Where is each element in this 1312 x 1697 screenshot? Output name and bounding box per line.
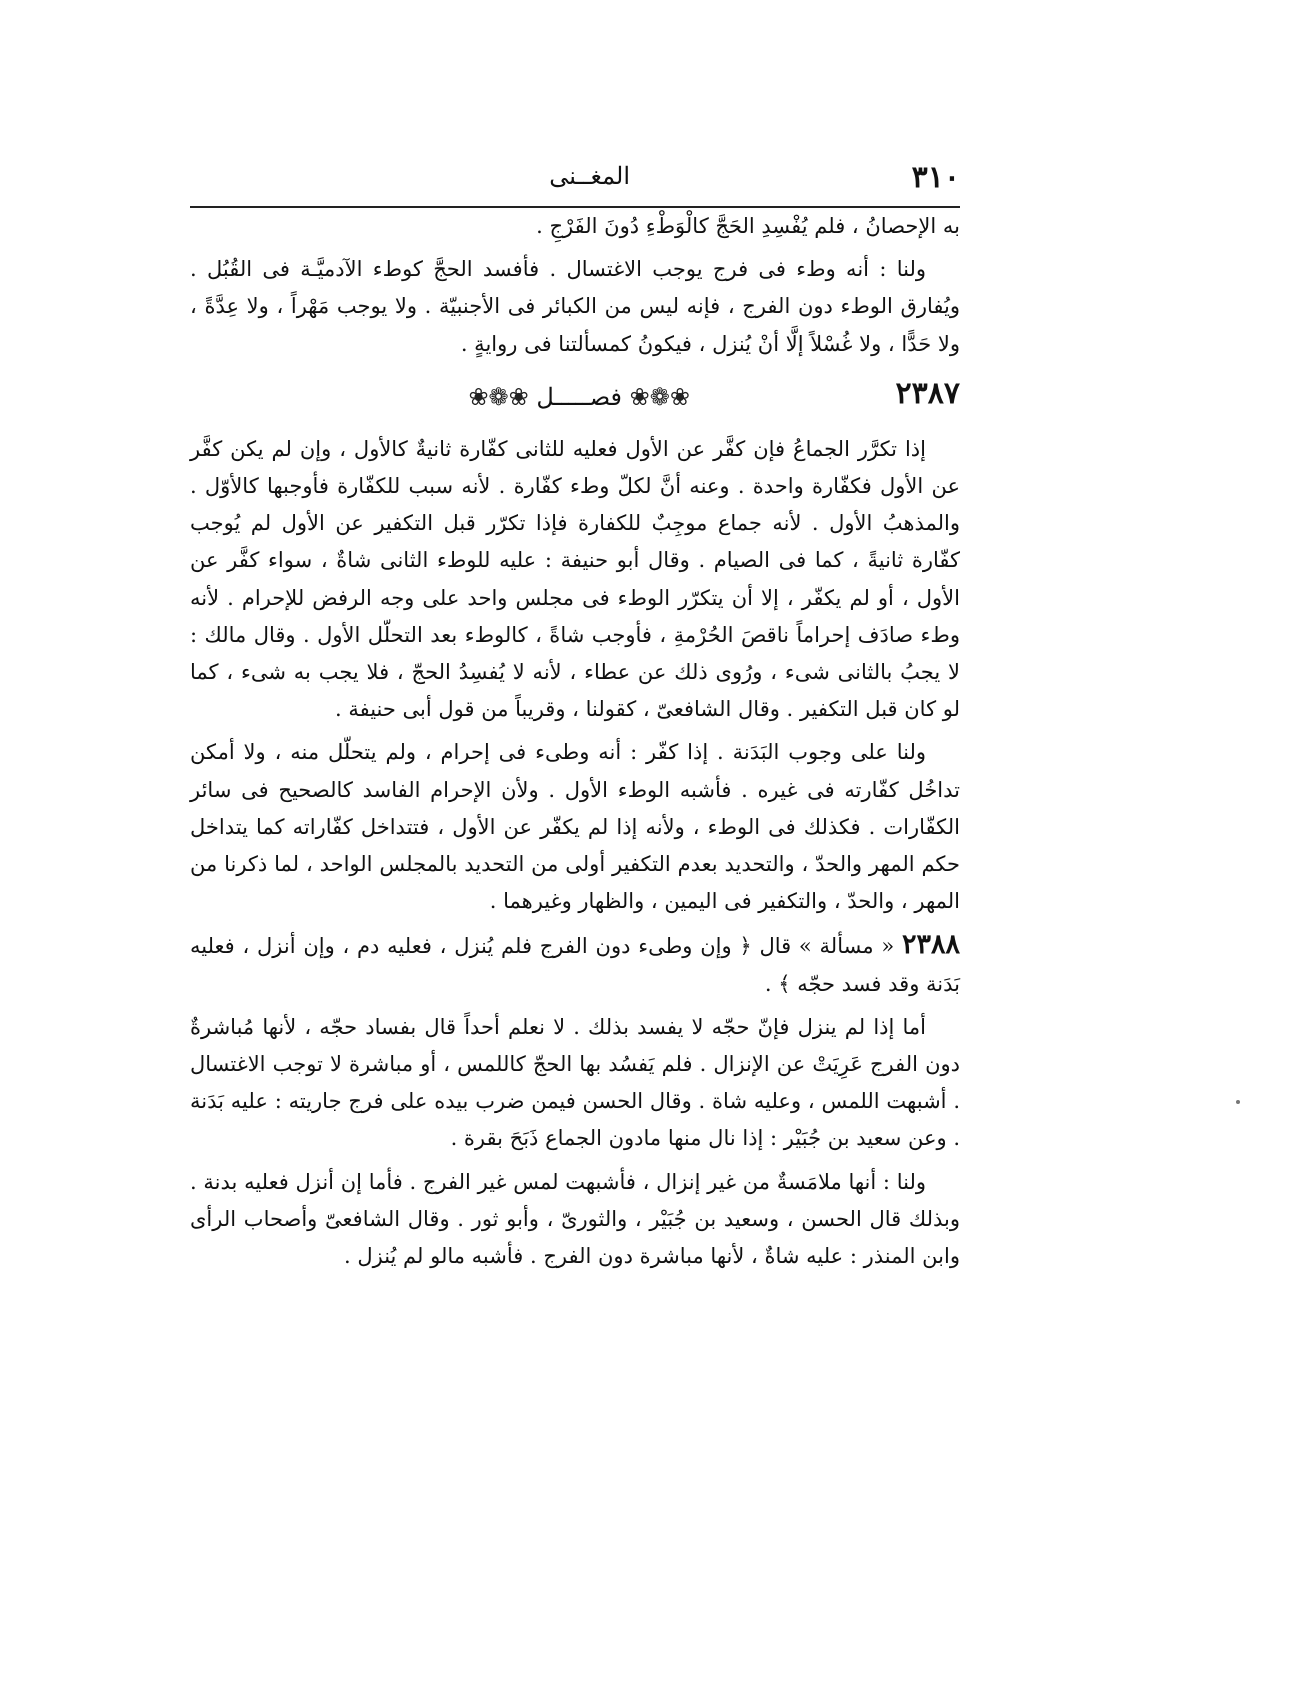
paragraph: أما إذا لم ينزل فإنّ حجّه لا يفسد بذلك . لا نعلم أحداً قال بفساد حجّه ، لأنها مُباشرةٌ دون الفرج عَرِيَتْ عن الإنزال . فلم يَفسُد بها الحجّ كاللمس ، أو مباشرة لا توجب الاغتسال . أشبهت اللمس ، وعليه شاة . وقال الحسن فيمن ضرب بيده على فرج جاريته : عليه بَدَنة . وعن سعيد بن جُبَيْر : إذا نال منها مادون الجماع ذَبَحَ بقرة . (190, 1014, 960, 1151)
body-text (190, 208, 960, 1275)
book-page (190, 160, 960, 1281)
paragraph: إذا تكرَّر الجماعُ فإن كفَّر عن الأول فعليه للثانى كفّارة ثانيةٌ كالأول ، وإن لم يكن كفَّر عن الأول فكفّارة واحدة . وعنه أنَّ لكلّ وطء كفّارة . لأنه سبب للكفّارة فأوجبها كالأوّل . والمذهبُ الأول . لأنه جماع موجِبٌ للكفارة فإذا تكرّر قبل التكفير عن الأول لم يُوجب كفّارة ثانيةً ، كما فى الصيام . وقال أبو حنيفة : عليه للوطء الثانى شاةٌ ، سواء كفَّر عن الأول ، أو لم يكفّر ، إلا أن يتكرّر الوطء فى مجلس واحد على وجه الرفض للإحرام . لأنه وطء صادَف إحراماً ناقصَ الحُرْمةِ ، فأوجب شاةً ، كالوطء بعد التحلّل الأول . وقال مالك : لا يجبُ بالثانى شىء ، ورُوى ذلك عن عطاء ، لأنه لا يُفسِدُ الحجّ ، فلا يجب به شىء ، كما لو كان قبل التكفير . وقال الشافعىّ ، كقولنا ، وقريباً من قول أبى حنيفة . (190, 436, 960, 722)
paragraph: به الإحصانُ ، فلم يُفْسِدِ الحَجَّ كالْوَطْءِ دُونَ الفَرْجِ . (536, 214, 960, 238)
paragraph: ولنا : أنه وطء فى فرج يوجب الاغتسال . فأفسد الحجَّ كوطء الآدميَّـة فى القُبُل . ويُفارق الوطء دون الفرج ، فإنه ليس من الكبائر فى الأجنبيّة . ولا يوجب مَهْراً ، ولا عِدَّةً ، ولا حَدًّا ، ولا غُسْلاً إلَّا أنْ يُنزل ، فيكونُ كمسألتنا فى روايةٍ . (190, 257, 960, 356)
section-number: ٢٣٨٧ (895, 375, 960, 411)
page-header (190, 160, 960, 200)
masala-number: ٢٣٨٨ (901, 929, 960, 961)
masala-text: « مسألة » قال ﴿ وإن وطىء دون الفرج فلم يُنزل ، فعليه دم ، وإن أنزل ، فعليه بَدَنة وقد فسد حجّه ﴾ . (190, 934, 960, 996)
page-number: ٣١٠ (911, 160, 960, 195)
ornament-left-icon: ❀❁❀ (468, 382, 529, 411)
section-title (468, 379, 690, 416)
scan-speck (1236, 1100, 1240, 1104)
paragraph: ولنا : أنها ملامَسةٌ من غير إنزال ، فأشبهت لمس غير الفرج . فأما إن أنزل فعليه بدنة . وبذلك قال الحسن ، وسعيد بن جُبَيْر ، والثورىّ ، وأبو ثور . وقال الشافعىّ وأصحاب الرأى وابن المنذر : عليه شاةٌ ، لأنها مباشرة دون الفرج . فأشبه مالو لم يُنزل . (190, 1169, 960, 1269)
paragraph: ولنا على وجوب البَدَنة . إذا كفّر : أنه وطىء فى إحرام ، ولم يتحلّل منه ، ولا أمكن تداخُل كفّارته فى غيره . فأشبه الوطء الأول . ولأن الإحرام الفاسد كالصحيح فى سائر الكفّارات . فكذلك فى الوطء ، ولأنه إذا لم يكفّر عن الأول ، فتتداخل كفّاراته كما يتداخل حكم المهر والحدّ ، والتحديد بعدم التكفير أولى من التحديد بالمجلس الواحد ، لما ذكرنا من المهر ، والحدّ ، والتكفير فى اليمين ، والظهار وغيرهما . (190, 740, 960, 914)
masala-paragraph (190, 926, 960, 1002)
ornament-right-icon: ❀❁❀ (629, 382, 690, 411)
running-title: المغــنى (549, 162, 630, 190)
section-heading (190, 369, 960, 427)
section-title-text: فصـــــل (536, 382, 623, 411)
